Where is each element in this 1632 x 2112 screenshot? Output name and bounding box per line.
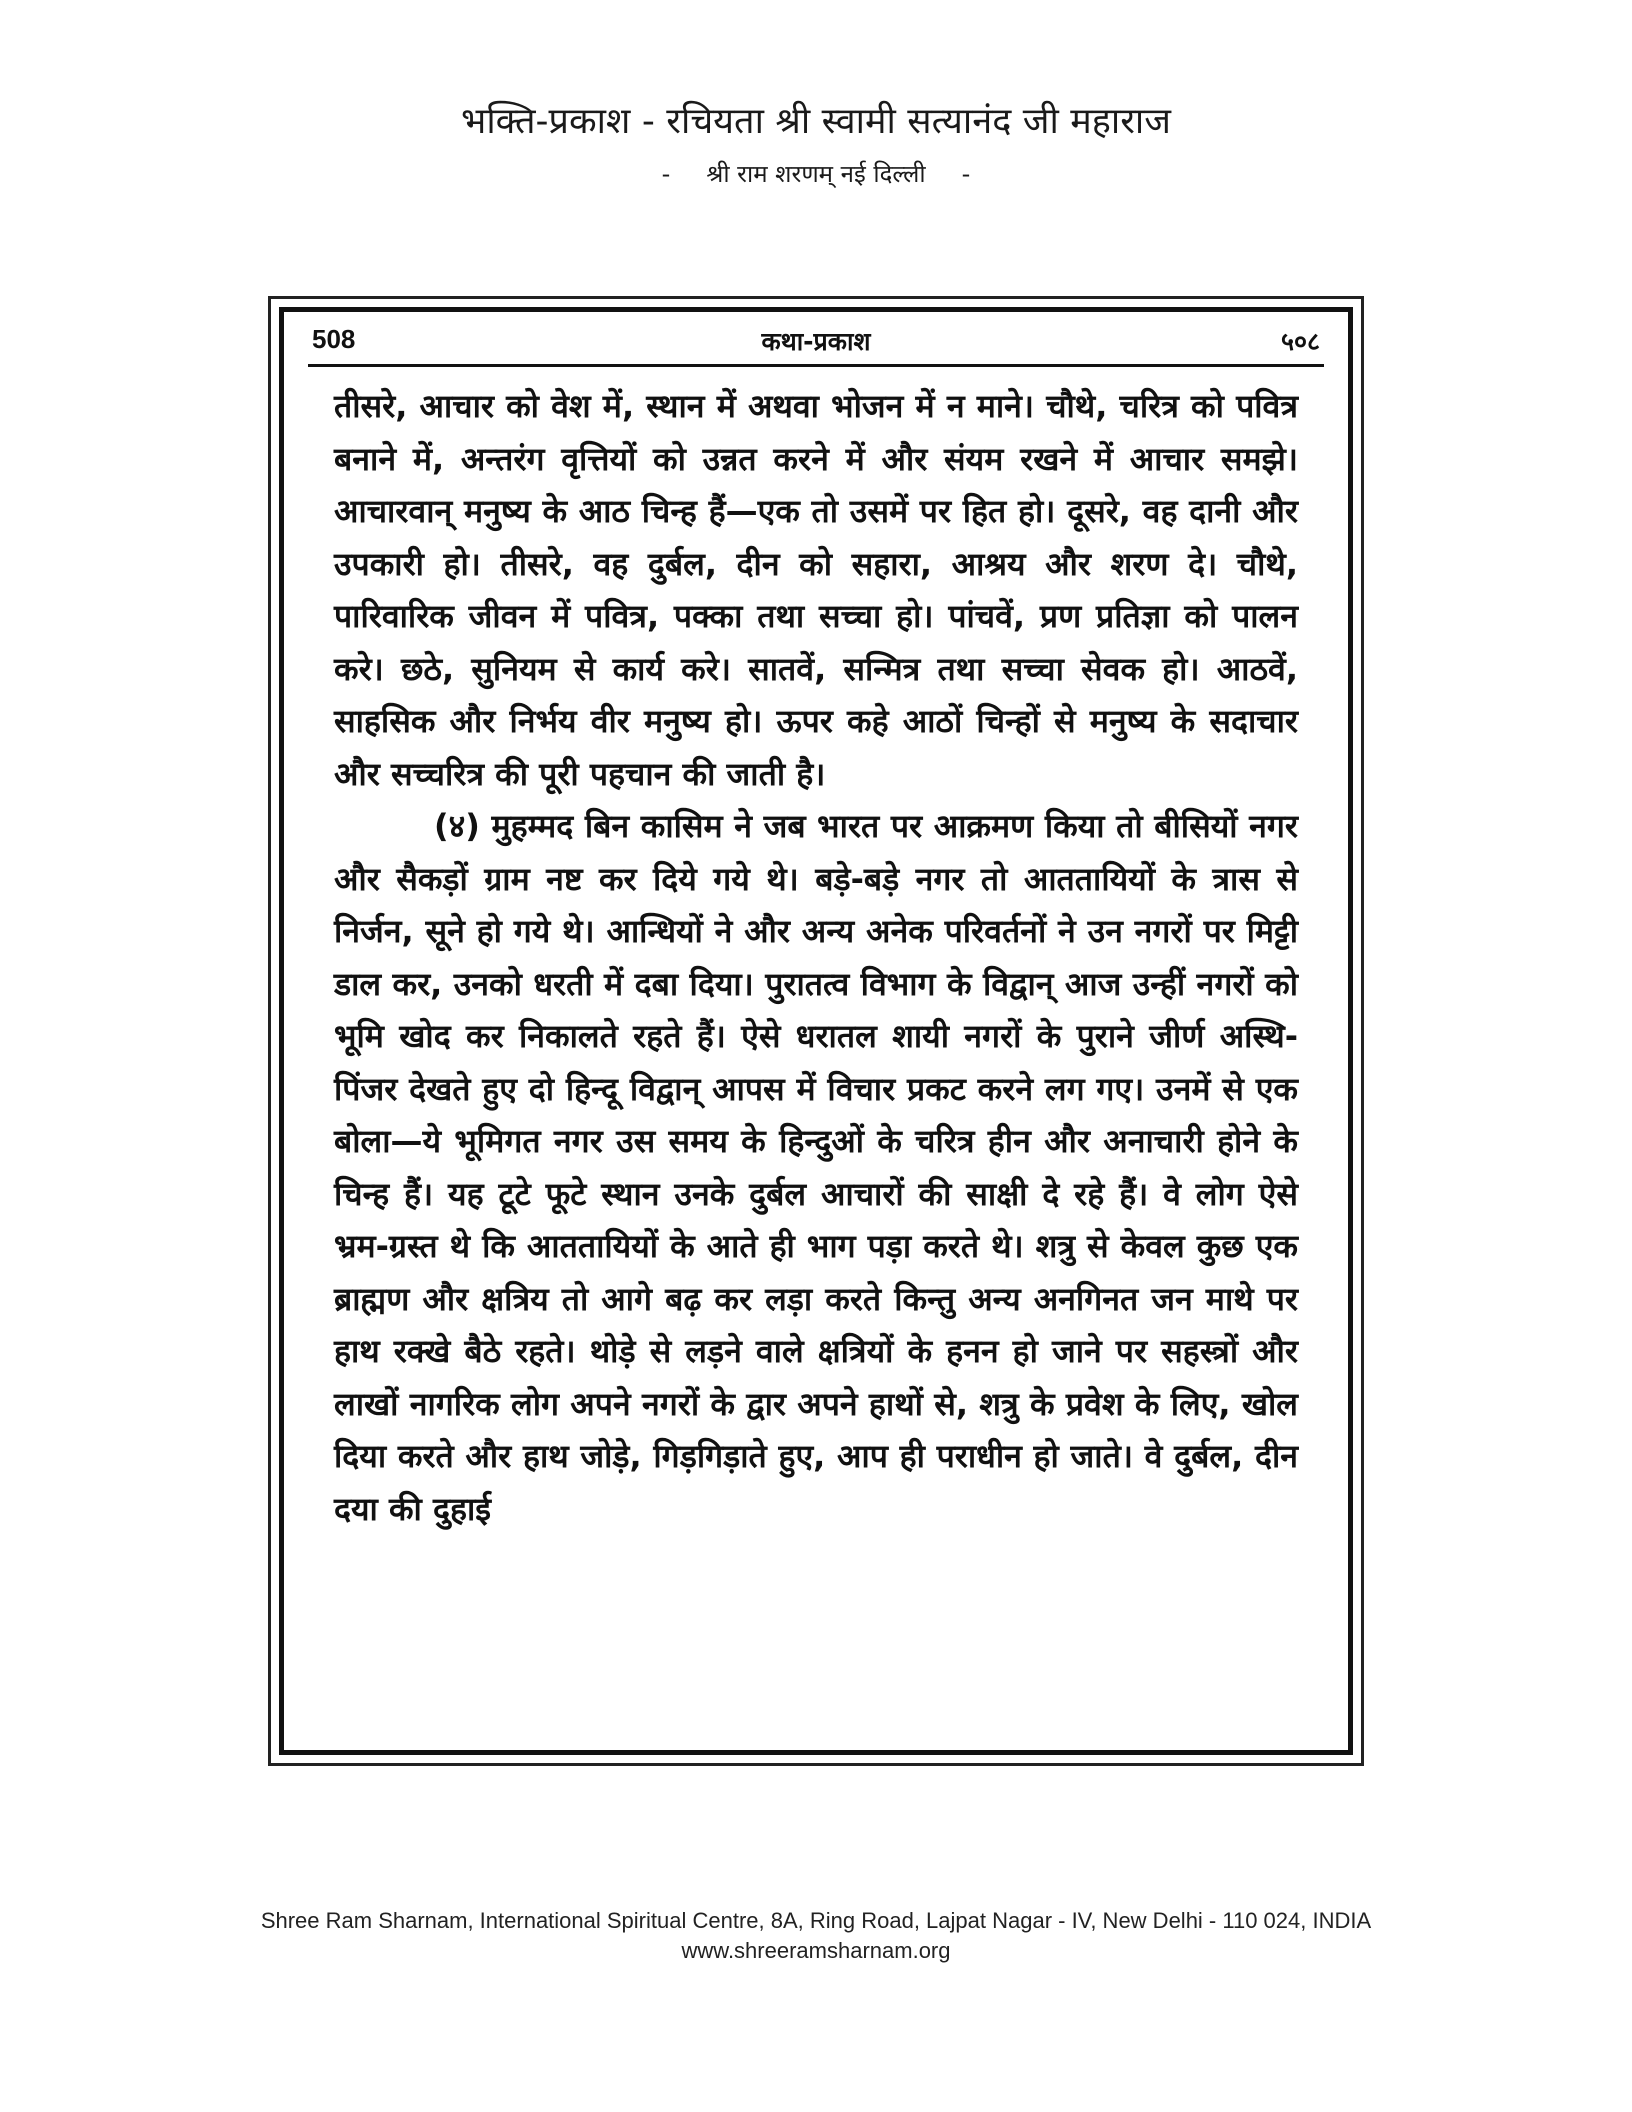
subtitle-dash-left: - <box>661 160 671 188</box>
body-paragraph-2: (४) मुहम्मद बिन कासिम ने जब भारत पर आक्रमण किया तो बीसियों नगर और सैकड़ों ग्राम नष्ट कर दिये गये थे। बड़े-बड़े नगर तो आततायियों के त्रास से निर्जन, सूने हो गये थे। आन्धियों ने और अन्य अनेक परिवर्तनों ने उन नगरों पर मिट्टी डाल कर, उनको धरती में दबा दिया। पुरातत्व विभाग के विद्वान् आज उन्हीं नगरों को भूमि खोद कर निकालते रहते हैं। ऐसे धरातल शायी नगरों के पुराने जीर्ण अस्थि-पिंजर देखते हुए दो हिन्दू विद्वान् आपस में विचार प्रकट करने लग गए। उनमें से एक बोला—ये भूमिगत नगर उस समय के हिन्दुओं के चरित्र हीन और अनाचारी होने के चिन्ह हैं। यह टूटे फूटे स्थान उनके दुर्बल आचारों की साक्षी दे रहे हैं। वे लोग ऐसे भ्रम-ग्रस्त थे कि आततायियों के आते ही भाग पड़ा करते थे। शत्रु से केवल कुछ एक ब्राह्मण और क्षत्रिय तो आगे बढ़ कर लड़ा करते किन्तु अन्य अनगिनत जन माथे पर हाथ रक्खे बैठे रहते। थोड़े से लड़ने वाले क्षत्रियों के हनन हो जाने पर सहस्त्रों और लाखों नागरिक लोग अपने नगरों के द्वार अपने हाथों से, शत्रु के प्रवेश के लिए, खोल दिया करते और हाथ जोड़े, गिड़गिड़ाते हुए, आप ही पराधीन हो जाते। वे दुर्बल, दीन दया की दुहाई <box>334 807 1298 1528</box>
page-number-arabic: 508 <box>312 324 356 354</box>
body-paragraph-1: तीसरे, आचार को वेश में, स्थान में अथवा भोजन में न माने। चौथे, चरित्र को पवित्र बनाने में, अन्तरंग वृत्तियों को उन्नत करने में और संयम रखने में आचार समझे। आचारवान् मनुष्य के आठ चिन्ह हैं—एक तो उसमें पर हित हो। दूसरे, वह दानी और उपकारी हो। तीसरे, वह दुर्बल, दीन को सहारा, आश्रय और शरण दे। चौथे, पारिवारिक जीवन में पवित्र, पक्का तथा सच्चा हो। पांचवें, प्रण प्रतिज्ञा को पालन करे। छठे, सुनियम से कार्य करे। सातवें, सन्मित्र तथा सच्चा सेवक हो। आठवें, साहसिक और निर्भय वीर मनुष्य हो। ऊपर कहे आठों चिन्हों से मनुष्य के सदाचार और सच्चरित्र की पूरी पहचान की जाती है। <box>334 387 1298 793</box>
book-title: भक्ति-प्रकाश - रचियता श्री स्वामी सत्यानंद जी महाराज <box>461 101 1171 142</box>
page-running-head <box>308 322 1324 367</box>
page-number-devanagari: ५०८ <box>1280 327 1320 356</box>
publisher-name: श्री राम शरणम् नई दिल्ली <box>706 160 926 188</box>
document-footer <box>0 1906 1632 1966</box>
footer-website: www.shreeramsharnam.org <box>681 1938 951 1963</box>
document-header <box>0 98 1632 192</box>
page-frame-outer <box>268 296 1364 1766</box>
chapter-title: कथा-प्रकाश <box>761 327 871 356</box>
subtitle-dash-right: - <box>961 160 971 188</box>
page-frame-inner <box>279 307 1353 1755</box>
footer-address: Shree Ram Sharnam, International Spiritual Centre, 8A, Ring Road, Lajpat Nagar - IV, New Delhi - 110 024, INDIA <box>260 1908 1372 1933</box>
book-subtitle <box>0 156 1632 192</box>
page-body <box>334 380 1298 1535</box>
